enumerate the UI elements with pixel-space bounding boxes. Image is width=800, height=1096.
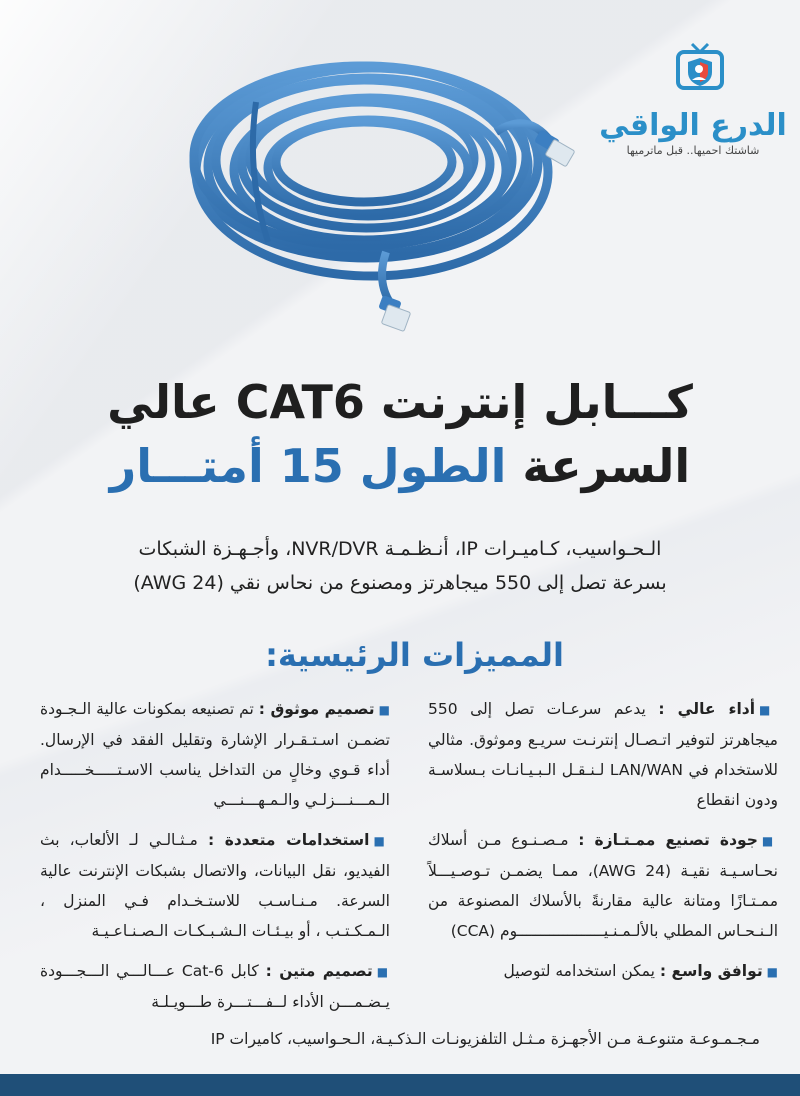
feature-title: جودة تصنيع ممـتـازة : [578, 831, 758, 849]
shield-tv-icon [672, 40, 728, 98]
subtitle-line-2: بسرعة تصل إلى 550 ميجاهرتز ومصنوع من نحاس نقي (24 AWG) [133, 572, 667, 594]
title-length-accent: الطول 15 أمتـــار [109, 439, 507, 493]
bullet-icon: ■ [766, 965, 778, 979]
bottom-bar [0, 1074, 800, 1096]
bullet-icon: ■ [376, 965, 390, 979]
feature-build-quality [428, 825, 778, 946]
ethernet-cable-image [176, 42, 596, 342]
feature-title: تصميم متين : [265, 962, 373, 980]
feature-text: كابل Cat-6 عـــالـــي الـــجـــودة يـضـمـــن الأداء لــفـــتـــرة طـــويـلـة [40, 962, 390, 1011]
logo-tagline: شاشتك احميها.. قبل ماترميها [626, 144, 760, 157]
feature-multiple-uses [40, 825, 390, 946]
feature-title: تصميم موثوق : [258, 700, 375, 718]
bullet-icon: ■ [761, 834, 778, 848]
logo-name: الدرع الواقي [599, 108, 787, 143]
features-heading: المميزات الرئيسية: [265, 636, 564, 674]
feature-text: يدعم سرعـات تصل إلى 550 ميجاهرتز لتوفير اتـصـال إنترنـت سريـع وموثوق. مثالي للاستخدام في LAN/WAN لـنـقـل الـبـيـانـات بـسلاسـة ودون انقطاع [428, 700, 778, 809]
product-subtitle [40, 532, 760, 600]
title-line-1: كـــابل إنترنت CAT6 عالي [107, 375, 693, 429]
feature-performance [428, 694, 778, 815]
feature-text: مـثـالـي لـ الألعاب، بث الفيديو، نقل البيانات، والاتصال بشبكات الإنترنت عالية السرعة. مـنـاسـب للاستـخـدام فـي المنزل ، الـمـكـتـب ، أو بيـئـات الـشـبـكـات الـصـنـاعـيـة [40, 831, 390, 940]
feature-text: تم تصنيعه بمكونات عالية الـجـودة تضمـن اسـتـقـرار الإشارة وتقليل الفقد في الإرسال. أداء قـوي وخالٍ من التداخل يناسب الاسـتـــــخـــــدام الـمـــنـــزلـي والـمـهـــنـــي [40, 700, 390, 809]
subtitle-line-1: الـحـواسيب، كـاميـرات IP، أنـظـمـة NVR/DVR، وأجـهـزة الشبكات [138, 538, 662, 560]
feature-durable-design [40, 956, 390, 1017]
compatibility-continuation: مـجـمـوعـة متنوعـة مـن الأجهـزة مـثـل التلفزيونـات الـذكـيـة، الـحـواسيب، كاميرات IP [210, 1030, 760, 1048]
features-column-left [40, 694, 390, 1027]
title-line-2-start: السرعة [506, 439, 691, 493]
feature-reliable-design [40, 694, 390, 815]
title-line-2 [40, 434, 760, 498]
product-title [40, 370, 760, 498]
bullet-icon: ■ [378, 703, 390, 717]
feature-compatibility [428, 956, 778, 987]
feature-title: أداء عالي : [658, 700, 756, 718]
feature-title: استخدامات متعددة : [207, 831, 370, 849]
features-column-right [428, 694, 778, 997]
bullet-icon: ■ [759, 703, 778, 717]
feature-title: توافق واسع : [659, 962, 763, 980]
brand-logo [598, 36, 798, 166]
bullet-icon: ■ [373, 834, 390, 848]
feature-text: مـصـنـوع مـن أسلاك نحـاسـيـة نقيـة (24 AWG)، ممـا يضمـن تـوصـيـــلاً ممـتـازًا ومتانة عالية مقارنةً بالأسلاك المصنوعة من الـنـحـاس المطلي بالألـمـنـيـــــــــــــــــــوم (CCA) [428, 831, 778, 940]
rj45-connector-bottom [378, 295, 410, 331]
feature-text: يمكن استخدامه لتوصيل [503, 962, 655, 980]
